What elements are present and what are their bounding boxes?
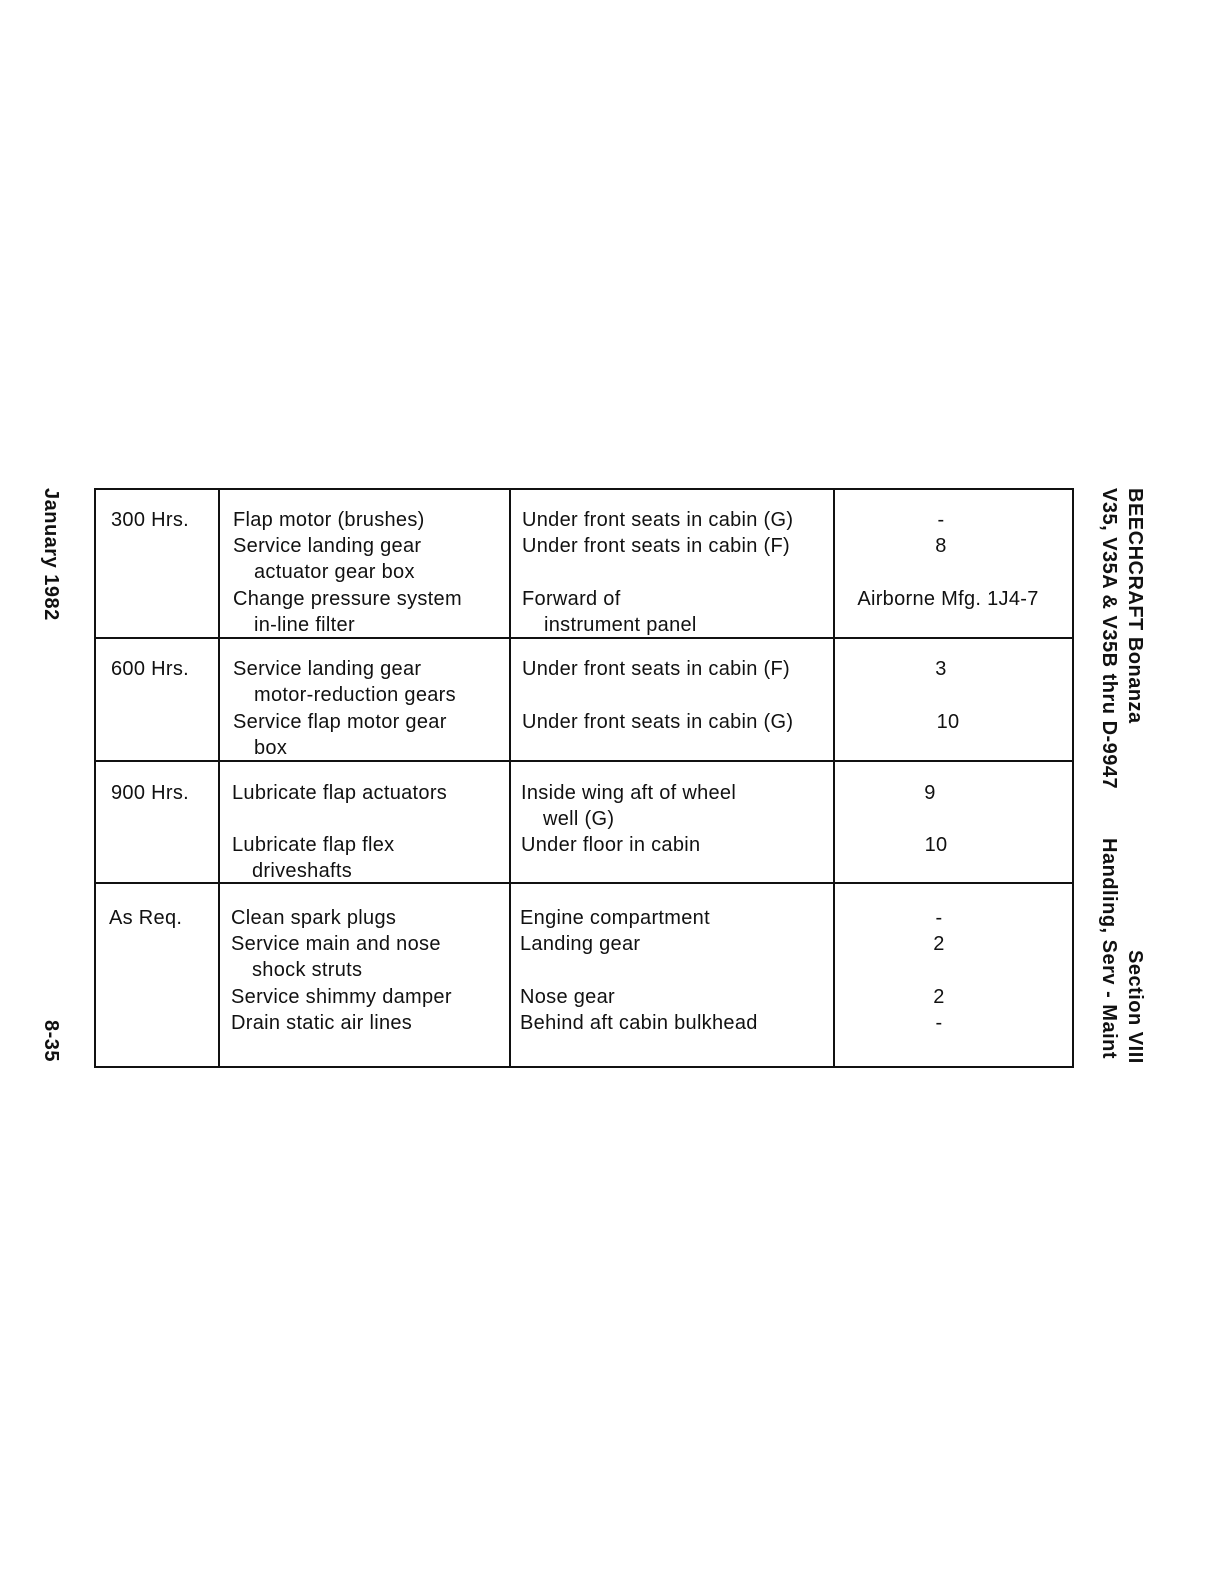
item-cell: Lubricate flap flex — [232, 834, 395, 856]
row-divider — [96, 760, 1072, 762]
item-cell: Service landing gear — [233, 535, 422, 557]
location-cell: Under front seats in cabin (G) — [522, 509, 794, 531]
reference-cell: 10 — [924, 834, 948, 856]
item-cell-continued: box — [254, 737, 288, 759]
reference-cell: 9 — [924, 782, 936, 804]
location-cell-continued: well (G) — [543, 808, 615, 830]
item-cell: Change pressure system — [233, 588, 462, 610]
location-cell: Under front seats in cabin (G) — [522, 711, 794, 733]
interval-cell: 600 Hrs. — [111, 658, 189, 680]
item-cell: Flap motor (brushes) — [233, 509, 425, 531]
item-cell: Lubricate flap actuators — [232, 782, 448, 804]
location-cell: Behind aft cabin bulkhead — [520, 1012, 758, 1034]
item-cell: Service shimmy damper — [231, 986, 452, 1008]
section-subtitle: Handling, Serv - Maint — [1098, 838, 1120, 1060]
manual-title: BEECHCRAFT Bonanza — [1124, 488, 1146, 724]
location-cell: Engine compartment — [520, 907, 710, 929]
item-cell: Drain static air lines — [231, 1012, 413, 1034]
section-label: Section VIII — [1124, 950, 1146, 1064]
reference-cell: - — [935, 1012, 943, 1034]
item-cell-continued: in-line filter — [254, 614, 355, 636]
reference-cell: Airborne Mfg. 1J4-7 — [857, 588, 1039, 610]
item-cell: Service main and nose — [231, 933, 441, 955]
reference-cell: 2 — [933, 986, 945, 1008]
reference-cell: 10 — [936, 711, 960, 733]
reference-cell: 3 — [935, 658, 947, 680]
location-cell: Under front seats in cabin (F) — [522, 535, 790, 557]
item-cell-continued: actuator gear box — [254, 561, 415, 583]
reference-cell: - — [937, 509, 945, 531]
item-cell-continued: driveshafts — [252, 860, 353, 882]
item-cell: Service landing gear — [233, 658, 422, 680]
location-cell: Under floor in cabin — [521, 834, 701, 856]
page-number: 8-35 — [40, 1020, 62, 1063]
location-cell: Under front seats in cabin (F) — [522, 658, 790, 680]
interval-cell: 900 Hrs. — [111, 782, 189, 804]
item-cell-continued: shock struts — [252, 959, 363, 981]
reference-cell: - — [935, 907, 943, 929]
location-cell: Inside wing aft of wheel — [521, 782, 737, 804]
page-date: January 1982 — [40, 488, 62, 621]
item-cell: Service flap motor gear — [233, 711, 447, 733]
item-cell: Clean spark plugs — [231, 907, 397, 929]
reference-cell: 2 — [933, 933, 945, 955]
column-divider — [218, 490, 220, 1066]
row-divider — [96, 882, 1072, 884]
interval-cell: As Req. — [109, 907, 183, 929]
item-cell-continued: motor-reduction gears — [254, 684, 456, 706]
interval-cell: 300 Hrs. — [111, 509, 189, 531]
location-cell: Landing gear — [520, 933, 641, 955]
reference-cell: 8 — [935, 535, 947, 557]
maintenance-schedule-table — [94, 488, 1074, 1068]
location-cell-continued: instrument panel — [544, 614, 697, 636]
model-range: V35, V35A & V35B thru D-9947 — [1098, 488, 1120, 790]
location-cell: Forward of — [522, 588, 621, 610]
location-cell: Nose gear — [520, 986, 615, 1008]
column-divider — [833, 490, 835, 1066]
column-divider — [509, 490, 511, 1066]
